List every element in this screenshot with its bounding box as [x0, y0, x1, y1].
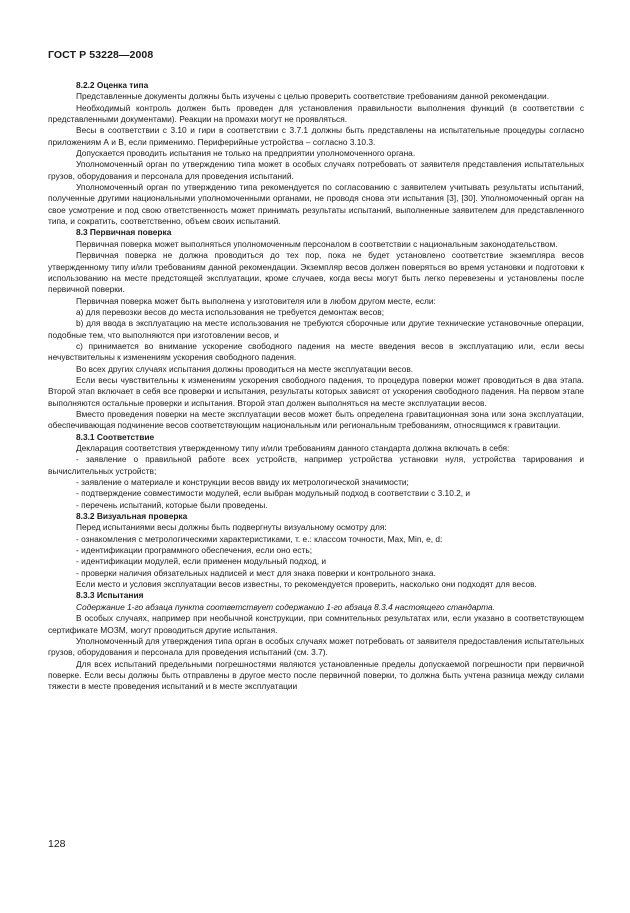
- paragraph: Декларация соответствия утвержденному типу и/или требованиям данного стандарта должна включать в себя:: [76, 443, 510, 453]
- paragraph: Для всех испытаний предельными погрешностями являются установленные пределы допускаемой погрешности при первичной поверке. Если весы должны быть отправлены в другое место после первичной поверки, то должна быть учтена разница между силами тяжести в месте проведения испытаний и в месте эксплуатации: [48, 658, 584, 692]
- list-item: - идентификации модулей, если применен модульный подход, и: [76, 556, 327, 567]
- paragraph: Перед испытаниями весы должны быть подвергнуты визуальному осмотру для:: [76, 522, 387, 533]
- list-item: с) принимается во внимание ускорение свободного падения на месте введения весов в эксплуатацию или, если весы нечувствительны к изменениям ускорения свободного падения.: [48, 340, 584, 363]
- paragraph: Во всех других случаях испытания должны проводиться на месте эксплуатации весов.: [76, 363, 414, 374]
- section-heading: 8.3.1 Соответствие: [76, 431, 155, 442]
- paragraph: Уполномоченный для утверждения типа орган в особых случаях может потребовать от заявителя предоставления испытательных грузов, оборудования и персонала для проведения испытаний (см. 3.7).: [48, 635, 584, 658]
- paragraph: Если место и условия эксплуатации весов известны, то рекомендуется проверить, насколько они подходят для весов.: [76, 579, 537, 590]
- paragraph: Необходимый контроль должен быть проведен для установления правильности выполнения функций (в соответствии с представленными документами). Реакции на промахи могут не проявляться.: [48, 102, 584, 125]
- paragraph: Вместо проведения поверки на месте эксплуатации весов может быть определена гравитационная зона или зона эксплуатации, обеспечивающая подчинение весов соответствующим национальным или региональным требованиям, относящимся к гравитации.: [48, 408, 584, 431]
- paragraph: Представленные документы должны быть изучены с целью проверить соответствие требованиям данной рекомендации.: [76, 91, 550, 102]
- list-item: - подтверждение совместимости модулей, если выбран модульный подход в соответствии с 3.10.2, и: [76, 488, 471, 499]
- paragraph: В особых случаях, например при необычной конструкции, при сомнительных результатах или, если указано в соответствующем сертификате МОЗМ, могут проводиться другие испытания.: [48, 613, 584, 635]
- section-heading: 8.3 Первичная поверка: [76, 227, 172, 238]
- section-heading: 8.3.2 Визуальная проверка: [76, 511, 188, 522]
- paragraph: Уполномоченный орган по утверждению типа может в особых случаях потребовать от заявителя представления испытательных грузов, оборудования и персонала для проведения испытаний.: [48, 159, 584, 181]
- paragraph: Уполномоченный орган по утверждению типа рекомендуется по согласованию с заявителем учитывать результаты испытаний, полученные другими национальными уполномоченными органами, не проводя снова эти испытания [3], [30]. Уполномоченный орган на свое усмотрение и под свою ответственность может принимать результаты испытаний, выполненные заявителем для представленного типа, и сократить, соответственно, объем своих испытаний.: [48, 182, 584, 227]
- document-body: [48, 80, 584, 693]
- list-item: - проверки наличия обязательных надписей и мест для знака поверки и контрольного знака.: [76, 567, 436, 578]
- paragraph: Первичная поверка может быть выполнена у изготовителя или в любом другом месте, если:: [76, 295, 436, 306]
- paragraph: Допускается проводить испытания не только на предприятии уполномоченного органа.: [76, 148, 416, 159]
- section-heading: 8.3.3 Испытания: [76, 590, 144, 601]
- list-item: - ознакомления с метрологическими характеристиками, т. е.: классом точности, Max, Min, e, d:: [76, 533, 443, 544]
- paragraph: Первичная поверка может выполняться уполномоченным персоналом в соответствии с национальным законодательством.: [76, 238, 558, 249]
- paragraph: Если весы чувствительны к изменениям ускорения свободного падения, то процедура поверки может проводиться в два этапа. Второй этап включает в себя все проверки и испытания, результаты которых зависят от ускорения свободного падения. На первом этапе выполняются остальные проверки и испытания. Второй этап должен выполняться на месте эксплуатации весов.: [48, 374, 584, 408]
- list-item: - заявление о материале и конструкции весов ввиду их метрологической значимости;: [76, 477, 409, 488]
- section-heading: 8.2.2 Оценка типа: [76, 80, 149, 90]
- list-item: - перечень испытаний, которые были проведены.: [76, 499, 268, 510]
- list-item: а) для перевозки весов до места использования не требуется демонтаж весов;: [76, 306, 385, 317]
- list-item: - идентификации программного обеспечения, если оно есть;: [76, 545, 313, 556]
- page-number: 128: [48, 838, 66, 850]
- list-item: b) для ввода в эксплуатацию на месте использования не требуются сборочные или другие технические установочные операции, подобные тем, что выполняются при изготовлении весов, и: [48, 318, 584, 340]
- paragraph: Весы в соответствии с 3.10 и гири в соответствии с 3.7.1 должны быть представлены на испытательные процедуры согласно приложениям А и В, если применимо. Периферийные устройства – согласно 3.10.3.: [48, 125, 584, 147]
- document-header: ГОСТ Р 53228—2008: [48, 49, 154, 61]
- paragraph: Первичная поверка не должна проводиться до тех пор, пока не будет установлено соответствие экземпляра весов утвержденному типу и/или требованиям данной рекомендации. Экземпляр весов должен поверяться во время установки и подготовки к использованию на месте предстоящей эксплуатации, кроме случаев, когда весы могут быть легко перевезены и установлены после первичной поверки.: [48, 250, 584, 295]
- list-item: - заявление о правильной работе всех устройств, например устройства установки нуля, устройства тарирования и вычислительных устройств;: [48, 454, 584, 476]
- italic-note: Содержание 1-го абзаца пункта соответствует содержанию 1-го абзаца 8.3.4 настоящего стандарта.: [76, 601, 495, 612]
